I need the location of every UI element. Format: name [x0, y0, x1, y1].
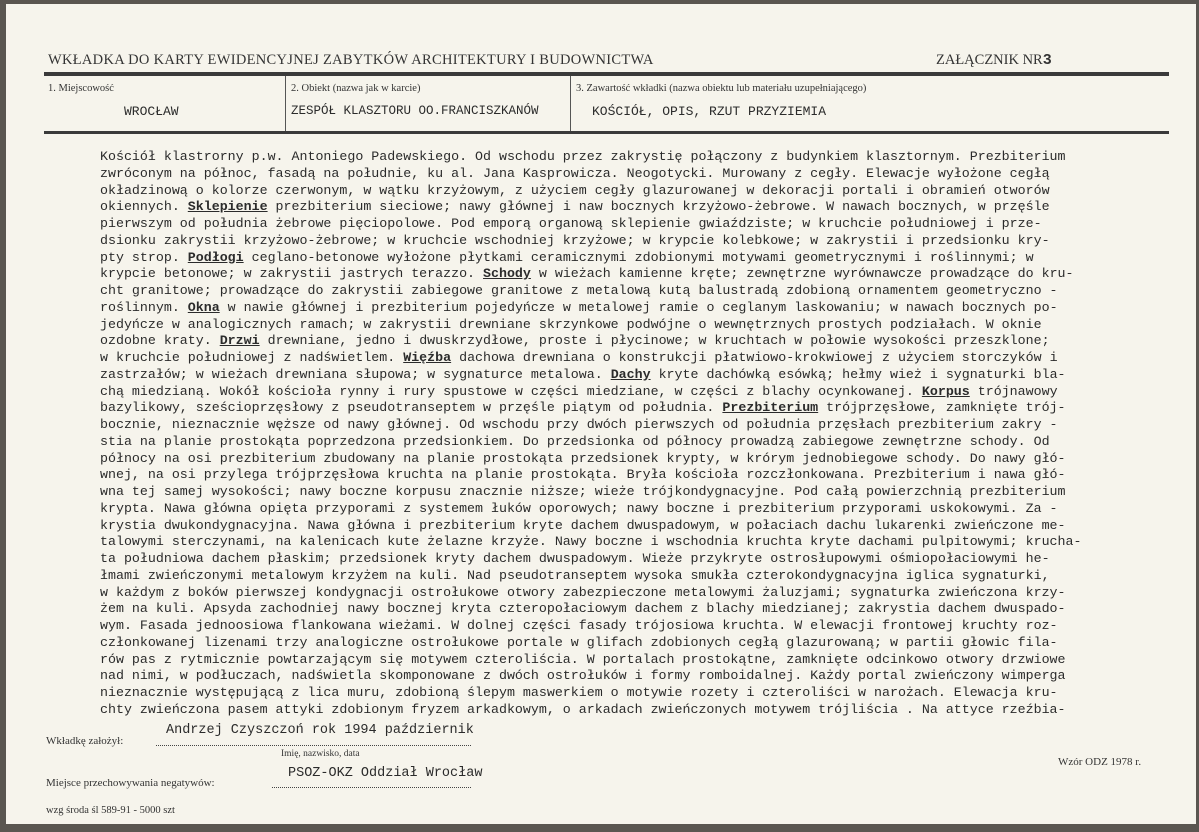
- text-segment: stia na planie prostokąta poprzedzona przedsionkiem. Do przedsionka od północy prowadzą zabiegowe zewnętrzne schody. Od: [100, 433, 1050, 449]
- text-line: [100, 551, 1081, 568]
- text-line: [100, 568, 1081, 585]
- text-segment: zwróconym na północ, fasadą na południe, ku al. Jana Kasprowicza. Neogotycki. Murowany z cegły. Elewacje wyłożone cegłą: [100, 165, 1050, 181]
- header-rule: [44, 72, 1169, 76]
- section-keyword: Okna: [187, 299, 220, 315]
- text-line: [100, 384, 1081, 401]
- text-line: [100, 635, 1081, 652]
- text-segment: dachowa drewniana o konstrukcji płatwiowo-krokwiowej z użyciem storczyków i: [451, 350, 1058, 365]
- text-line: [100, 216, 1081, 233]
- contents-label: 3. Zawartość wkładki (nazwa obiektu lub materiału uzupełniającego): [576, 83, 867, 94]
- text-segment: krypcie betonowe; w zakrystii jastrych terazzo.: [100, 266, 484, 282]
- text-line: [100, 283, 1081, 300]
- text-segment: talowymi sterczynami, na kalenicach kute żelazne krzyże. Nawy boczne i wschodnia kruchta kryte dachami pulpitowymi; krucha-: [100, 534, 1082, 550]
- section-keyword: Schody: [483, 266, 531, 282]
- text-segment: nad nimi, w podłuczach, nadświetla skomponowane z dwóch ostrołuków i formy romboidalnej. Każdy portal zwieńczony wimperga: [100, 668, 1066, 684]
- text-segment: cht granitowe; prowadzące do zakrystii zabiegowe granitowe z metalową kutą balustradą zdobioną ornamentem geometryczno -: [100, 283, 1058, 298]
- text-segment: łmami zwieńczonymi metalowym krzyżem na kuli. Nad pseudotranseptem wysoka smukła czterokondygnacyjna iglica sygnaturki,: [100, 567, 1050, 583]
- text-line: [100, 149, 1081, 166]
- negatives-value: PSOZ-OKZ Oddział Wrocław: [288, 766, 483, 781]
- locality-value: WROCŁAW: [124, 104, 179, 119]
- text-line: [100, 417, 1081, 434]
- text-segment: w wieżach kamienne kręte; zewnętrzne wyrównawcze prowadzące do kru-: [530, 266, 1074, 282]
- text-segment: w nawie głównej i prezbiterium pojedyńcze w metalowej ramie o ceglanym laskowaniu; w nawach bocznych po-: [219, 299, 1058, 315]
- text-segment: nieznacznie występującą z lica muru, zdobioną ślepym maswerkiem o motywie rozety i czteroliści w narożach. Elewacja kru-: [100, 685, 1058, 700]
- text-segment: drewniane, jedno i dwuskrzydłowe, proste i płycinowe; w kruchtach w połowie wysokości przeszklone;: [259, 333, 1050, 349]
- object-value: ZESPÓŁ KLASZTORU OO.FRANCISZKANÓW: [291, 104, 539, 118]
- text-segment: dsionku zakrystii krzyżowo-żebrowe; w kruchcie wschodniej krzyżowe; w krypcie kolebkowe; w zakrystii i przedsionku kry-: [100, 232, 1050, 248]
- text-line: [100, 668, 1081, 685]
- text-segment: Kościół klastrorny p.w. Antoniego Padewskiego. Od wschodu przez zakrystię połączony z budynkiem klasztornym. Prezbiterium: [100, 149, 1066, 164]
- section-keyword: Podłogi: [187, 249, 244, 265]
- text-segment: krystia dwukondygnacyjna. Nawa główna i prezbiterium kryte dachem dwuspadowym, w połaciach dachu lukarenki zwieńczone me-: [100, 517, 1066, 533]
- annex-number: [936, 52, 1052, 69]
- text-line: [100, 467, 1081, 484]
- text-line: [100, 652, 1081, 669]
- text-line: [100, 317, 1081, 334]
- text-line: [100, 434, 1081, 451]
- section-keyword: Dachy: [610, 366, 651, 382]
- form-title: WKŁADKA DO KARTY EWIDENCYJNEJ ZABYTKÓW ARCHITEKTURY I BUDOWNICTWA: [48, 52, 654, 68]
- text-line: [100, 333, 1081, 350]
- text-segment: północy na osi prezbiterium zbudowany na planie prostokąta przedsionek krypty, w krórym jednobiegowe schody. Do nawy głó-: [100, 450, 1066, 466]
- text-line: [100, 585, 1081, 602]
- text-segment: rów pas z rytmicznie powtarzającym się motywem czteroliścia. W portalach prostokątne, zamknięte odcinkowo otwory drzwiowe: [100, 651, 1066, 667]
- text-line: [100, 618, 1081, 635]
- text-segment: pty strop.: [100, 249, 188, 265]
- text-line: [100, 400, 1081, 417]
- text-segment: okładzinową o kolorze czerwonym, w wątku krzyżowym, z użyciem cegły glazurowanej w dekoracji portali i obramień otworów: [100, 182, 1050, 198]
- text-segment: krypta. Nawa główna opięta przyporami z systemem łuków oporowych; nawy boczne i prezbiterium przyporami uskokowymi. Za -: [100, 500, 1058, 516]
- text-segment: wnej, na osi przylega trójprzęsłowa kruchta na planie prostokąta. Bryła kościoła rozczłonkowana. Prezbiterium i nawa głó-: [100, 467, 1066, 483]
- text-segment: ceglano-betonowe wyłożone płytkami ceramicznymi zdobionymi motywami geometrycznymi i roślinnymi; w: [243, 249, 1034, 265]
- description-text: [100, 149, 1081, 719]
- text-segment: w każdym z boków pierwszej kondygnacji ostrołukowe otwory zabezpieczone metalowymi żaluzjami; sygnaturka zwieńczona krzy-: [100, 584, 1066, 600]
- text-segment: okiennych.: [100, 199, 188, 215]
- text-line: [100, 166, 1081, 183]
- text-line: [100, 601, 1081, 618]
- text-line: [100, 233, 1081, 250]
- text-segment: wym. Fasada jednoosiowa flankowana wieżami. W dolnej części fasady trójosiowa kruchta. W elewacji frontowej kruchty roz-: [100, 618, 1058, 633]
- text-segment: pierwszym od południa żebrowe pięciopolowe. Pod emporą organową sklepienie gwiaździste; w kruchcie południowej i prze-: [100, 216, 1042, 231]
- form-model: Wzór ODZ 1978 r.: [1058, 756, 1142, 768]
- section-keyword: Korpus: [921, 383, 970, 399]
- text-line: [100, 484, 1081, 501]
- text-line: [100, 350, 1081, 367]
- text-segment: bazylikowy, sześcioprzęsłowy z pseudotranseptem w przęśle piątym od południa.: [100, 400, 723, 416]
- contents-value: KOŚCIÓŁ, OPIS, RZUT PRZYZIEMIA: [592, 104, 827, 119]
- text-segment: bocznie, nieznacznie węższe od nawy głównej. Od wschodu przy dwóch pierwszych od południa przęsłach prezbiterium zakry -: [100, 417, 1058, 432]
- text-segment: członkowanej lizenami trzy analogiczne ostrołukowe portale w glifach zdobionych cegłą glazurowaną; w partii głowic fila-: [100, 634, 1058, 650]
- text-line: [100, 250, 1081, 267]
- annex-value: 3: [1042, 52, 1052, 69]
- text-line: [100, 451, 1081, 468]
- text-segment: wna tej samej wysokości; nawy boczne korpusu znacznie niższe; wieże trójkondygnacyjne. Pod całą powierzchnią prezbiterium: [100, 484, 1066, 499]
- negatives-dotted-line: [272, 787, 471, 788]
- text-segment: roślinnym.: [100, 299, 188, 315]
- section-keyword: Więźba: [403, 350, 452, 365]
- text-line: [100, 518, 1081, 535]
- fields-rule: [44, 131, 1169, 134]
- document-sheet: [6, 4, 1196, 824]
- text-line: [100, 300, 1081, 317]
- text-segment: ta południowa dachem płaskim; przedsionek kryty dachem dwuspadowym. Wieże przykryte ostrosłupowymi ośmiopołaciowymi he-: [100, 551, 1050, 566]
- text-line: [100, 685, 1081, 702]
- text-segment: chą miedzianą. Wokół kościoła rynny i rury spustowe w części miedziane, w części z blachy ocynkowanej.: [100, 383, 922, 399]
- negatives-label: Miejsce przechowywania negatywów:: [46, 777, 215, 789]
- text-segment: jedyńcze w analogicznych ramach; w zakrystii drewniane skrzynkowe podwójne o wewnętrznych prostych podziałach. W oknie: [100, 316, 1042, 332]
- author-dotted-line: [156, 745, 471, 746]
- author-value: Andrzej Czyszczoń rok 1994 październik: [166, 723, 474, 738]
- text-segment: kryte dachówką esówką; hełmy wież i sygnaturki bla-: [650, 366, 1066, 382]
- text-segment: zastrzałów; w wieżach drewniana słupowa; w sygnaturce metalowa.: [100, 366, 611, 382]
- text-line: [100, 702, 1081, 719]
- author-caption: Imię, nazwisko, data: [281, 749, 360, 759]
- section-keyword: Prezbiterium: [722, 400, 819, 416]
- text-segment: trójnawowy: [969, 383, 1058, 399]
- author-label: Wkładkę założył:: [46, 735, 124, 747]
- text-segment: chty zwieńczona pasem attyki zdobionym fryzem arkadkowym, o arkadach zwieńczonych motywem trójliścia . Na attyce rzeźbia-: [100, 701, 1066, 717]
- text-segment: w kruchcie południowej z nadświetlem.: [100, 350, 404, 365]
- text-line: [100, 501, 1081, 518]
- section-keyword: Drzwi: [219, 333, 260, 349]
- text-segment: prezbiterium sieciowe; nawy głównej i naw bocznych krzyżowo-żebrowe. W nawach bocznych, w przęśle: [267, 199, 1050, 215]
- annex-label: ZAŁĄCZNIK NR: [936, 52, 1043, 68]
- field-divider: [570, 76, 571, 132]
- text-segment: trójprzęsłowe, zamknięte trój-: [818, 400, 1066, 416]
- object-label: 2. Obiekt (nazwa jak w karcie): [291, 83, 421, 94]
- text-line: [100, 199, 1081, 216]
- text-line: [100, 367, 1081, 384]
- text-line: [100, 183, 1081, 200]
- locality-label: 1. Miejscowość: [48, 83, 114, 94]
- text-segment: ozdobne kraty.: [100, 333, 220, 349]
- section-keyword: Sklepienie: [187, 199, 268, 215]
- text-segment: żem na kuli. Apsyda zachodniej nawy bocznej kryta czteropołaciowym dachem z blachy miedzianej; zakrystia dachem dwuspado-: [100, 601, 1066, 617]
- field-divider: [285, 76, 286, 132]
- text-line: [100, 534, 1081, 551]
- print-info: wzg środa śl 589-91 - 5000 szt: [46, 805, 175, 816]
- text-line: [100, 266, 1081, 283]
